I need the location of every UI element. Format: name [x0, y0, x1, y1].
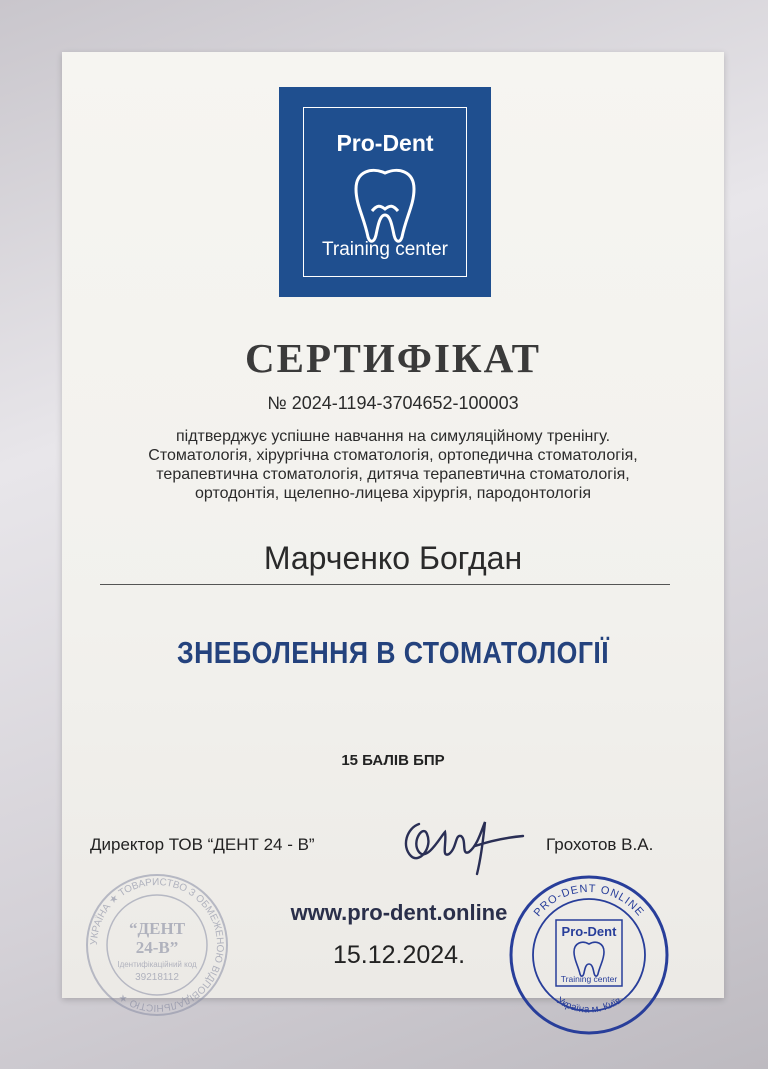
certificate-title: СЕРТИФІКАТ — [245, 335, 541, 381]
recipient-name: Марченко Богдан — [263, 540, 523, 576]
certificate-number: № 2024-1194-3704652-100003 — [267, 393, 519, 413]
stamp-subtitle: Training center — [560, 974, 618, 984]
stamp-title-2: 24-В” — [135, 938, 179, 957]
stamp-label: Ідентифікаційний код — [117, 960, 197, 969]
name-underline — [100, 584, 670, 585]
stamp-title: “ДЕНТ — [128, 919, 186, 938]
pro-dent-logo — [279, 87, 491, 297]
stamp-ring-text: УКРАЇНА ★ ТОВАРИСТВО З ОБМЕЖЕНОЮ ВІДПОВІДАЛЬНІСТЮ ★ — [88, 876, 226, 1014]
certificate-paper — [62, 52, 724, 1016]
logo-subtitle: Training center — [321, 239, 449, 260]
stamp-ring-bottom: Україна м. Київ — [554, 995, 624, 1016]
director-label: Директор ТОВ “ДЕНТ 24 - В” — [90, 835, 315, 854]
course-title: ЗНЕБОЛЕННЯ В СТОМАТОЛОГІЇ — [176, 635, 610, 670]
description-line: ортодонтія, щелепно-лицева хірургія, пародонтологія — [195, 485, 591, 502]
tooth-icon — [350, 165, 420, 245]
points-label: 15 БАЛІВ БПР — [341, 752, 445, 769]
website-text[interactable]: www.pro-dent.online — [290, 900, 508, 925]
logo-brand: Pro-Dent — [336, 130, 434, 156]
description-line: підтверджує успішне навчання на симуляційному тренінгу. — [175, 428, 611, 445]
stamp-brand: Pro-Dent — [561, 924, 617, 939]
stamp-tooth-icon — [574, 942, 604, 976]
director-name: Грохотов В.А. — [546, 835, 654, 854]
pro-dent-stamp — [506, 872, 672, 1038]
stamp-code: 39218112 — [135, 972, 179, 983]
description-line: Стоматологія, хірургічна стоматологія, ортопедична стоматологія, — [148, 447, 638, 464]
certificate-description — [62, 427, 724, 503]
issue-date-text: 15.12.2024. — [332, 941, 466, 969]
company-stamp — [82, 870, 232, 1020]
stamp-ring-top: PRO-DENT ONLINE — [531, 882, 647, 919]
description-line: терапевтична стоматологія, дитяча терапевтична стоматологія, — [156, 466, 630, 483]
